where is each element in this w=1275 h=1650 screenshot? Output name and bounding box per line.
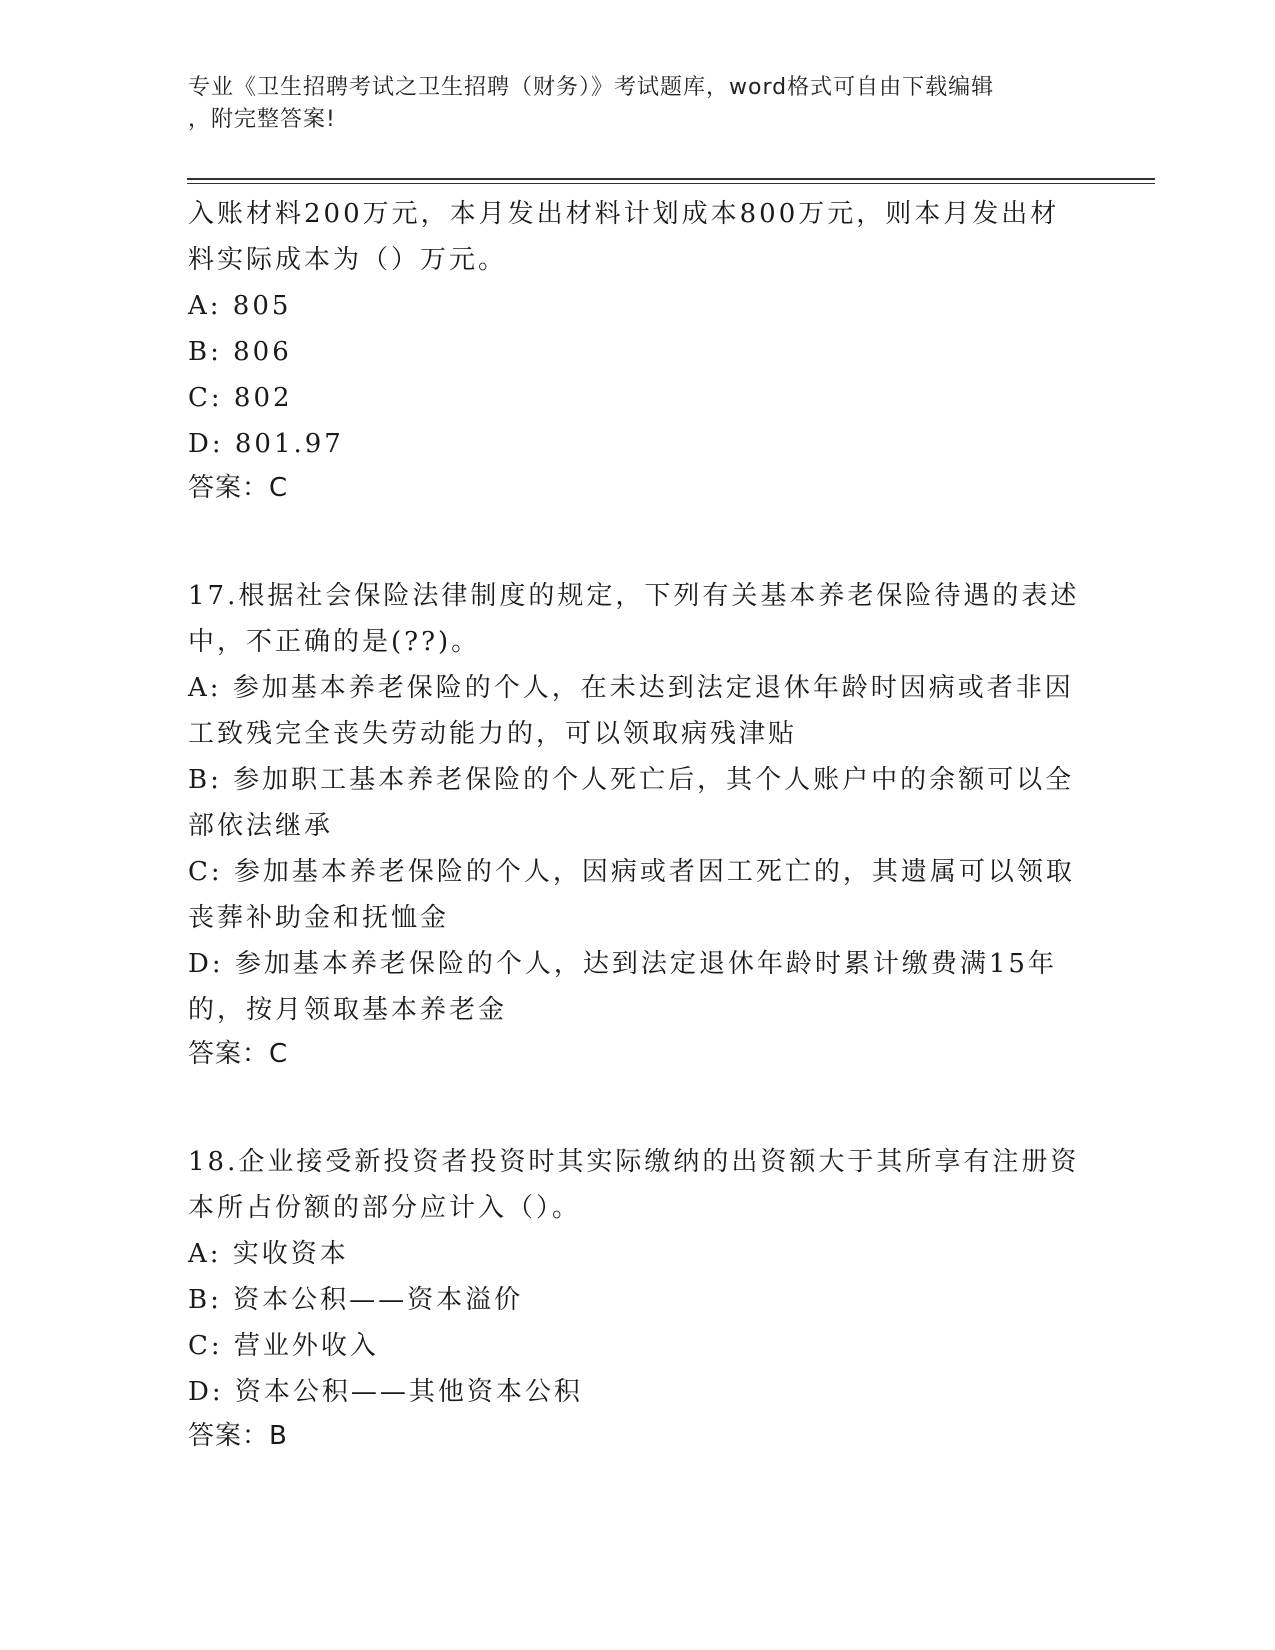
question-16 bbox=[188, 191, 1088, 509]
option-b: B: 参加职工基本养老保险的个人死亡后，其个人账户中的余额可以全 bbox=[188, 765, 1075, 795]
option-d-continued: 的，按月领取基本养老金 bbox=[188, 995, 508, 1025]
answer-label: 答案：B bbox=[188, 1421, 288, 1451]
option-c-continued: 丧葬补助金和抚恤金 bbox=[188, 903, 450, 933]
page-header bbox=[188, 72, 1068, 136]
option-a: A: 805 bbox=[188, 291, 292, 321]
answer-label: 答案：C bbox=[188, 473, 289, 503]
option-b-continued: 部依法继承 bbox=[188, 811, 334, 841]
question-spacer bbox=[188, 509, 1088, 573]
question-17 bbox=[188, 573, 1088, 1075]
option-d: D: 资本公积——其他资本公积 bbox=[188, 1377, 583, 1407]
question-spacer bbox=[188, 1075, 1088, 1139]
header-title-line2: ，附完整答案! bbox=[188, 107, 336, 132]
header-title-line1: 专业《卫生招聘考试之卫生招聘（财务）》考试题库，word格式可自由下载编辑 bbox=[188, 75, 995, 100]
question-stem-line: 18.企业接受新投资者投资时其实际缴纳的出资额大于其所享有注册资 bbox=[188, 1147, 1080, 1177]
option-d: D: 801.97 bbox=[188, 429, 344, 459]
option-c: C: 802 bbox=[188, 383, 293, 413]
answer-label: 答案：C bbox=[188, 1039, 289, 1069]
option-b: B: 806 bbox=[188, 337, 292, 367]
option-a-continued: 工致残完全丧失劳动能力的，可以领取病残津贴 bbox=[188, 719, 798, 749]
question-18 bbox=[188, 1139, 1088, 1457]
question-stem-line: 料实际成本为（）万元。 bbox=[188, 245, 508, 275]
option-b: B: 资本公积——资本溢价 bbox=[188, 1285, 524, 1315]
question-stem-line: 本所占份额的部分应计入（）。 bbox=[188, 1193, 582, 1223]
option-a: A: 参加基本养老保险的个人，在未达到法定退休年龄时因病或者非因 bbox=[188, 673, 1074, 703]
option-c: C: 参加基本养老保险的个人，因病或者因工死亡的，其遗属可以领取 bbox=[188, 857, 1075, 887]
option-a: A: 实收资本 bbox=[188, 1239, 349, 1269]
header-divider bbox=[187, 178, 1155, 184]
question-stem-line: 中，不正确的是(??)。 bbox=[188, 627, 481, 657]
question-list bbox=[188, 191, 1088, 1457]
question-stem-line: 入账材料200万元，本月发出材料计划成本800万元，则本月发出材 bbox=[188, 199, 1060, 229]
option-d: D: 参加基本养老保险的个人，达到法定退休年龄时累计缴费满15年 bbox=[188, 949, 1057, 979]
option-c: C: 营业外收入 bbox=[188, 1331, 379, 1361]
question-stem-line: 17.根据社会保险法律制度的规定，下列有关基本养老保险待遇的表述 bbox=[188, 581, 1080, 611]
